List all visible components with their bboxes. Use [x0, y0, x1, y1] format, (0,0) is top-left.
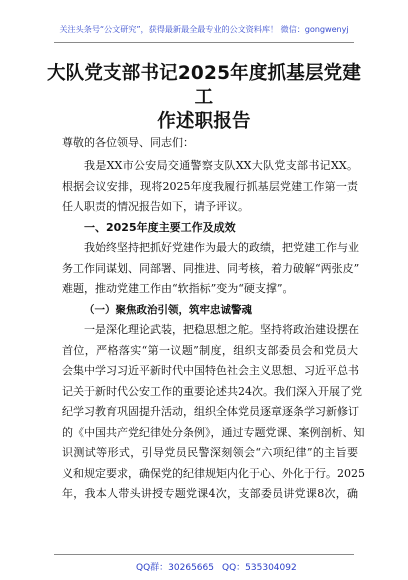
salutation: 尊敬的各位领导、同志们： — [62, 136, 194, 149]
footer — [0, 560, 408, 574]
footer-rule — [54, 554, 354, 555]
header-rule — [54, 42, 354, 43]
title-line: 作述职报告 — [157, 111, 251, 132]
document-title — [40, 62, 368, 134]
paragraph-line: 一是深化理论武装，把稳思想之舵。坚持将政治建设摆在 — [84, 323, 359, 336]
footer-qq-group: QQ群：30265665 — [136, 563, 214, 573]
subsection-heading: （一）聚焦政治引领，筑牢忠诚警魂 — [84, 303, 252, 316]
paragraph-line: 会集中学习习近平新时代中国特色社会主义思想、习近平总书 — [62, 364, 359, 377]
paragraph-line: 任人职责的情况报告如下，请予评议。 — [62, 200, 249, 213]
paragraph-line: 记关于新时代公安工作的重要论述共24次。我们深入开展了党 — [62, 384, 362, 398]
paragraph-line: 难题，推动党建工作由“软指标”变为“硬支撑”。 — [62, 282, 294, 295]
paragraph-line: 识测试等形式，引导党员民警深刻领会“六项纪律”的主旨要 — [62, 446, 358, 459]
paragraph-line: 根据会议安排，现将2025年度我履行抓基层党建工作第一责 — [62, 179, 358, 193]
paragraph-line: 纪学习教育巩固提升活动，组织全体党员逐章逐条学习新修订 — [62, 405, 359, 418]
footer-qq: QQ：535304092 — [222, 563, 297, 573]
header-banner: 关注头条号“公文研究”，获得最新最全最专业的公文资料库！ 微信：gongwenyj — [59, 24, 349, 34]
section-heading: 一、2025年度主要工作及成效 — [84, 220, 236, 234]
document-body — [62, 133, 365, 505]
paragraph-line: 务工作同谋划、同部署、同推进、同考核，着力破解“两张皮” — [62, 261, 360, 275]
paragraph-line: 年，我本人带头讲授专题党课4次，支部委员讲党课8次，确 — [62, 487, 358, 500]
title-line: 大队党支部书记2025年度抓基层党建工 — [46, 63, 362, 108]
paragraph-line: 的《中国共产党纪律处分条例》，通过专题党课、案例剖析、知 — [62, 425, 365, 439]
paragraph-line: 我始终坚持把抓好党建作为最大的政绩，把党建工作与业 — [84, 241, 359, 254]
paragraph-line: 我是XX市公安局交通警察支队XX大队党支部书记XX。 — [84, 159, 358, 172]
paragraph-line: 首位，严格落实“第一议题”制度，组织支部委员会和党员大 — [62, 343, 358, 357]
paragraph-line: 义和规定要求，确保党的纪律规矩内化于心、外化于行。2025 — [62, 466, 365, 480]
